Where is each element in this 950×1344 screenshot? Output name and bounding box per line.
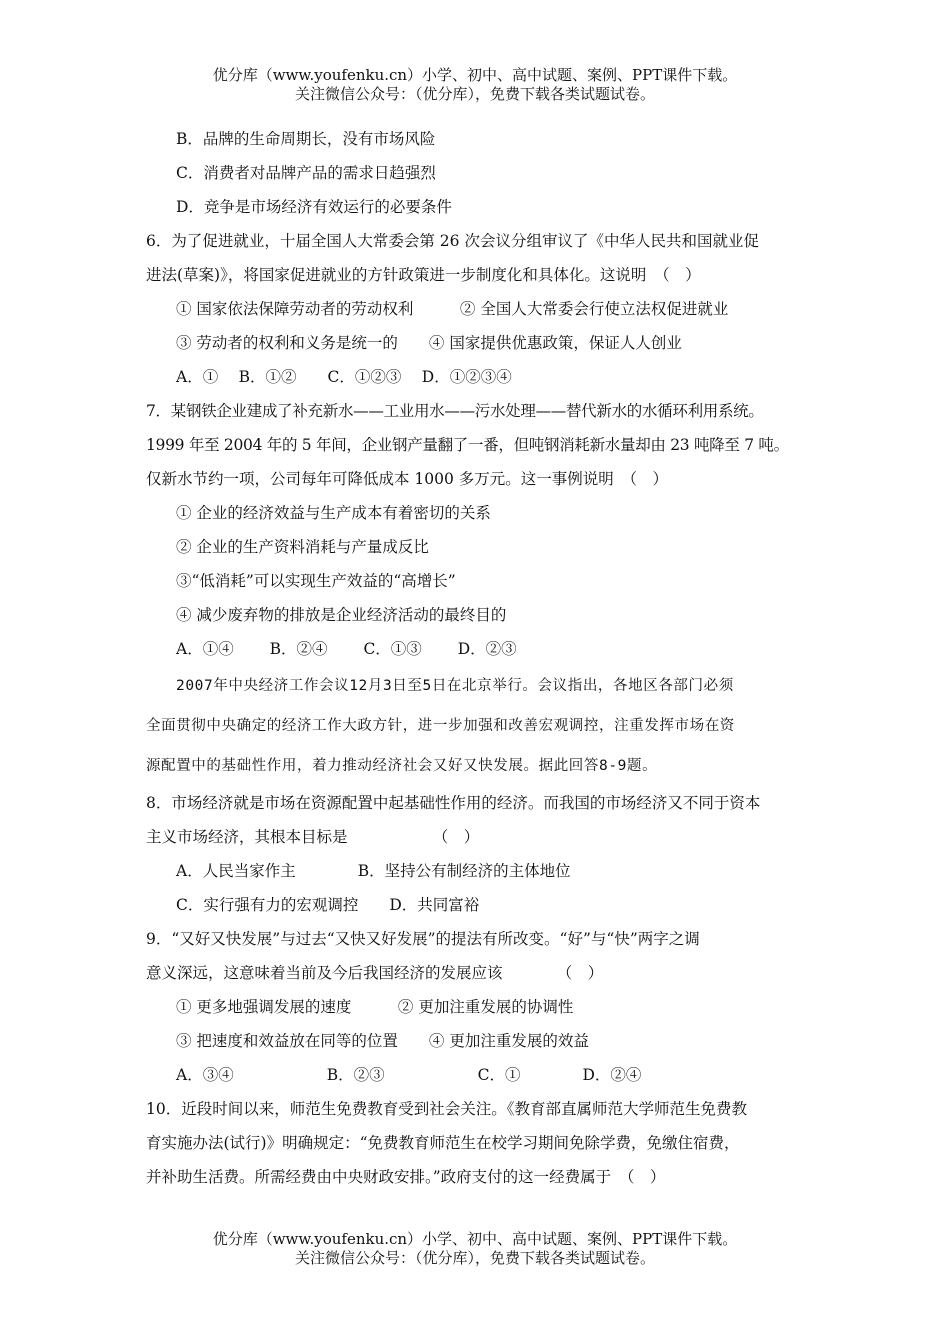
question-7-item-3: ③“低消耗”可以实现生产效益的“高增长” (176, 572, 456, 590)
header-line-2: 关注微信公众号：（优分库），免费下载各类试题试卷。 (294, 85, 655, 103)
option-c-q5: C．消费者对品牌产品的需求日趋强烈 (176, 164, 436, 182)
question-6-items-2: ③ 劳动者的权利和义务是统一的 ④ 国家提供优惠政策，保证人人创业 (176, 334, 682, 352)
question-9-options: A．③④ B．②③ C．① D．②④ (176, 1066, 642, 1084)
question-9-line-2: 意义深远，这意味着当前及今后我国经济的发展应该 （ ） (146, 964, 604, 982)
header-line-1: 优分库（www.youfenku.cn）小学、初中、高中试题、案例、PPT课件下载。 (212, 66, 738, 84)
option-b-q5: B．品牌的生命周期长，没有市场风险 (176, 130, 436, 148)
option-d-q5: D．竞争是市场经济有效运行的必要条件 (176, 198, 452, 216)
page-footer (0, 1230, 950, 1268)
question-8-options-2: C．实行强有力的宏观调控 D．共同富裕 (176, 896, 480, 914)
question-7-line-3: 仅新水节约一项，公司每年可降低成本 1000 多万元。这一事例说明 （ ） (146, 470, 669, 488)
question-8-line-1: 8．市场经济就是市场在资源配置中起基础性作用的经济。而我国的市场经济又不同于资本 (146, 794, 761, 812)
question-7-item-1: ① 企业的经济效益与生产成本有着密切的关系 (176, 504, 491, 522)
exam-content (146, 122, 822, 1194)
question-7-line-2: 1999 年至 2004 年的 5 年间，企业钢产量翻了一番，但吨钢消耗新水量却由 23 吨降至 7 吨。 (146, 436, 789, 454)
question-9-items-2: ③ 把速度和效益放在同等的位置 ④ 更加注重发展的效益 (176, 1032, 589, 1050)
footer-line-1: 优分库（www.youfenku.cn）小学、初中、高中试题、案例、PPT课件下载。 (212, 1230, 738, 1248)
question-10-line-1: 10．近段时间以来，师范生免费教育受到社会关注。《教育部直属师范大学师范生免费教 (146, 1100, 747, 1118)
page-header (0, 66, 950, 104)
passage-line-1: 2007年中央经济工作会议12月3日至5日在北京举行。会议指出，各地区各部门必须 (176, 678, 734, 694)
passage-line-2: 全面贯彻中央确定的经济工作大政方针，进一步加强和改善宏观调控，注重发挥市场在资 (146, 718, 735, 734)
question-6-options: A．① B．①② C．①②③ D．①②③④ (176, 368, 512, 386)
question-7-options: A．①④ B．②④ C．①③ D．②③ (176, 640, 517, 658)
question-7-item-2: ② 企业的生产资料消耗与产量成反比 (176, 538, 429, 556)
question-9-items-1: ① 更多地强调发展的速度 ② 更加注重发展的协调性 (176, 998, 574, 1016)
question-7-item-4: ④ 减少废弃物的排放是企业经济活动的最终目的 (176, 606, 507, 624)
question-6-line-2: 进法(草案)》，将国家促进就业的方针政策进一步制度化和具体化。这说明 （ ） (146, 266, 701, 284)
question-9-line-1: 9．“又好又快发展”与过去“又快又好发展”的提法有所改变。“好”与“快”两字之调 (146, 930, 700, 948)
question-10-line-3: 并补助生活费。所需经费由中央财政安排。”政府支付的这一经费属于 （ ） (146, 1168, 666, 1186)
question-10-line-2: 育实施办法(试行)》明确规定：“免费教育师范生在校学习期间免除学费，免缴住宿费， (146, 1134, 740, 1152)
question-6-line-1: 6．为了促进就业，十届全国人大常委会第 26 次会议分组审议了《中华人民共和国就业促 (146, 232, 759, 250)
question-7-line-1: 7．某钢铁企业建成了补充新水——工业用水——污水处理——替代新水的水循环利用系统。 (146, 402, 764, 420)
footer-line-2: 关注微信公众号：（优分库），免费下载各类试题试卷。 (294, 1249, 655, 1267)
passage-line-3: 源配置中的基础性作用，着力推动经济社会又好又快发展。据此回答8-9题。 (146, 758, 658, 774)
question-6-items-1: ① 国家依法保障劳动者的劳动权利 ② 全国人大常委会行使立法权促进就业 (176, 300, 729, 318)
question-8-options-1: A．人民当家作主 B．坚持公有制经济的主体地位 (176, 862, 571, 880)
question-8-line-2: 主义市场经济，其根本目标是 （ ） (146, 828, 480, 846)
